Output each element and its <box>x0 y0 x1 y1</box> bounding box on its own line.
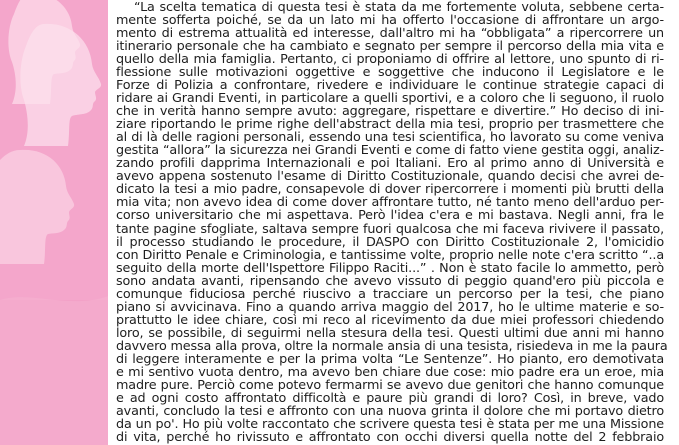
article-line: quello della mia famiglia. Pertanto, ci proponiamo di offrire al lettore, uno spunto di ri- <box>116 52 664 68</box>
article-line: e mi sentivo vuota dentro, ma avevo ben chiare due cose: mio padre era un eroe, mia <box>116 364 664 380</box>
article-line: e ad ogni costo affrontato difficoltà e paure più grandi di loro? Così, in breve, vado <box>116 390 664 406</box>
article-line: dicato la tesi a mio padre, consapevole di dover ripercorrere i momenti più brutti della <box>116 182 664 198</box>
article-line: “La scelta tematica di questa tesi è stata da me fortemente voluta, sebbene certa- <box>134 0 664 15</box>
article-line: da un po'. Ho più volte raccontato che scrivere questa tesi è stata per me una Missione <box>116 416 664 432</box>
article-line: sono andata avanti, ripensando che avevo vissuto di peggio quand'ero più piccola e <box>116 273 664 289</box>
article-line: comunque fiduciosa perché riuscivo a tracciare un percorso per la tesi, che piano <box>116 286 664 302</box>
article-line: madre pure. Perciò come potevo fermarmi se avevo due genitori che hanno comunque <box>116 377 664 393</box>
article-line: mento di estrema attualità ed interesse, dall'altro mi ha “obbligata” a ripercorrere un <box>116 26 664 42</box>
article-line: davvero messa alla prova, oltre la normale ansia di una tesista, risiedeva in me la paura <box>116 338 668 354</box>
article-page <box>116 0 678 445</box>
article-line: flessione sulle motivazioni oggettive e soggettive che inducono il Legislatore e le <box>116 65 664 81</box>
article-line: ziare riportando le prime righe dell'abstract della mia tesi, proprio per trasmettere che <box>116 117 664 133</box>
pink-sidebar <box>0 0 108 445</box>
article-line: mente sofferta poiché, se da un lato mi ha offerto l'occasione di affrontare un argo- <box>116 13 664 29</box>
article-line: il processo studiando le procedure, il DASPO con Diritto Costituzionale 2, l'omicidio <box>116 234 664 250</box>
article-line: zando profili dapprima Internazionali e poi Italiani. Ero al primo anno di Università e <box>116 156 664 172</box>
article-line: piano si avvicinava. Fino a quando arriva maggio del 2017, ho le ultime materie e so- <box>116 299 664 315</box>
article-line: ridare ai Grandi Eventi, in particolare a quelli sportivi, e a coloro che li seguono, il ruolo <box>116 91 664 107</box>
article-line: itinerario personale che ha cambiato e segnato per sempre il percorso della mia vita e <box>116 39 664 55</box>
article-line: seguito della morte dell'Ispettore Filippo Raciti...” . Non è stato facile lo ammetto, però <box>116 260 664 276</box>
article-line: di vita, perché ho rivissuto e affrontato con occhi diversi quella notte del 2 febbraio <box>116 429 664 445</box>
article-line: prattutto le idee chiare, così mi reco al ricevimento da due miei professori chiedendo <box>116 312 664 328</box>
article-line: con Diritto Penale e Criminologia, e tantissime volte, proprio nelle note c'era scritto “..a <box>116 247 664 263</box>
article-line: tante pagine sfogliate, saltava sempre fuori qualcosa che mi faceva rivivere il passato, <box>116 221 664 237</box>
article-line: Forze di Polizia a confrontare, rivedere e individuare le continue strategie capaci di <box>116 78 664 94</box>
article-line: al di là delle ragioni personali, essendo una tesi scientifica, ho lavorato su come veniva <box>116 130 664 146</box>
article-line: mia vita; non avevo idea di come dover affrontare tutto, né tanto meno dell'arduo per- <box>116 195 664 211</box>
article-line: di leggere interamente e per la prima volta “Le Sentenze”. Ho pianto, ero demotivata <box>116 351 664 367</box>
article-line: che in verità hanno sempre avuto: aggregare, rispettare e divertire.” Ho deciso di ini- <box>116 104 664 120</box>
article-line: loro, se possibile, di seguirmi nella stesura della tesi. Questi ultimi due anni mi hanno <box>116 325 664 341</box>
article-line: avanti, concludo la tesi e affronto con una nuova grinta il dolore che mi portavo dietro <box>116 403 664 419</box>
article-line: corso universitario che mi aspettava. Però l'idea c'era e mi bastava. Negli anni, fra le <box>116 208 664 224</box>
female-profile-silhouettes-icon <box>0 0 108 445</box>
article-line: avevo appena sostenuto l'esame di Diritto Costituzionale, quando decisi che avrei de- <box>116 169 664 185</box>
article-line: gestita “allora” la sicurezza nei Grandi Eventi e come di fatto viene gestita oggi, analiz- <box>116 143 664 159</box>
